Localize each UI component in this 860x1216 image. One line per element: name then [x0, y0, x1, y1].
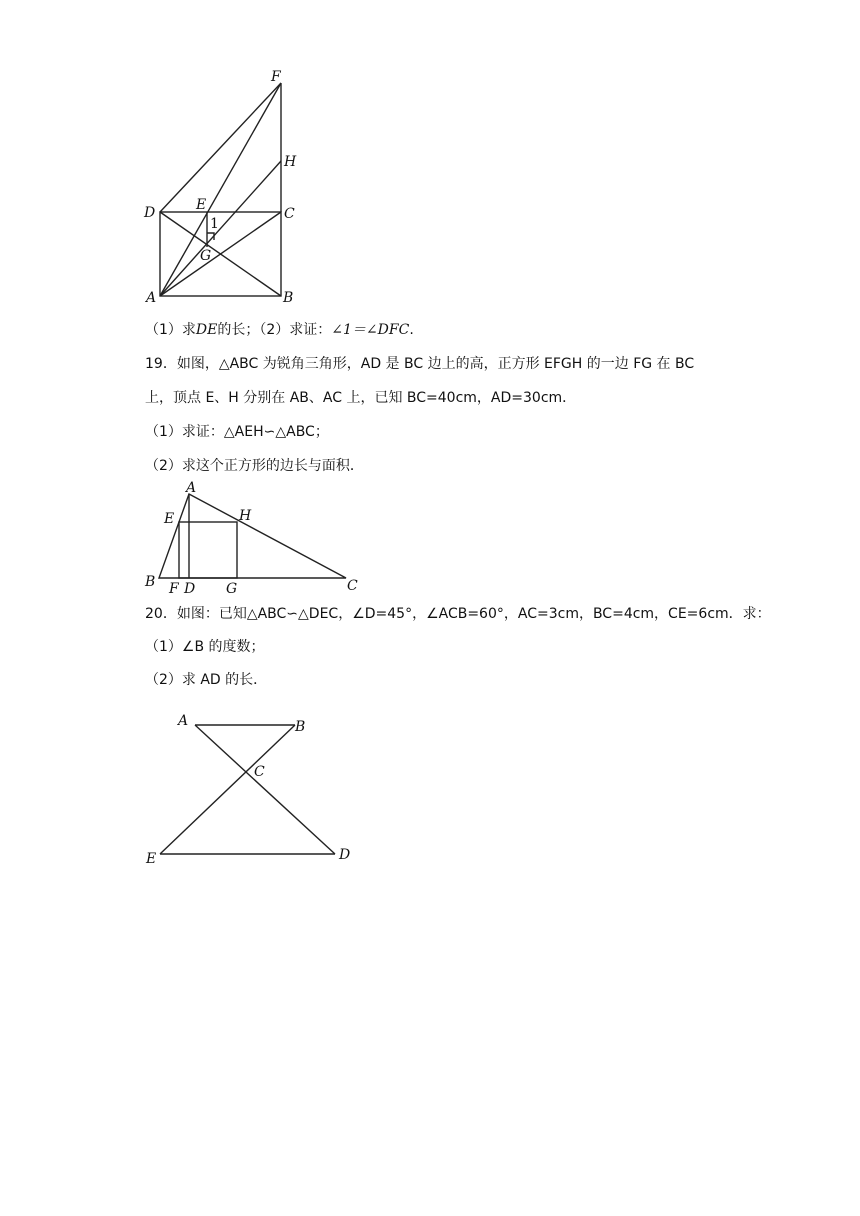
q19-figure [140, 480, 370, 595]
q19-label-h: H [239, 508, 252, 524]
q18-label-e: E [196, 197, 207, 213]
q19-part2: （2）求这个正方形的边长与面积． [145, 458, 364, 474]
q18-text-de: DE [195, 322, 218, 338]
q19-square-efgh [179, 522, 237, 578]
q18-figure [140, 65, 310, 305]
q19-triangle-abc [159, 494, 346, 578]
q20-label-c: C [254, 764, 265, 780]
q18-label-f: F [271, 69, 281, 85]
q19-label-f: F [169, 581, 179, 597]
q18-text-part1: （1）求 [145, 322, 196, 338]
q18-label-d: D [144, 205, 156, 221]
q18-text-end: . [409, 322, 414, 338]
q20-line-ad [195, 725, 335, 854]
q18-label-h: H [284, 154, 297, 170]
q20-figure [140, 705, 370, 870]
q18-text-angle-eq: ∠1＝∠ [331, 322, 378, 338]
q20-label-b: B [295, 719, 306, 735]
q19-line2: 上，顶点 E、H 分别在 AB、AC 上，已知 BC=40cm，AD=30cm． [145, 390, 577, 406]
q18-label-angle-1: 1 [210, 216, 219, 232]
q18-label-b: B [283, 290, 294, 306]
q20-label-e: E [146, 851, 157, 867]
q20-figure-svg [140, 705, 370, 870]
q19-label-e: E [164, 511, 175, 527]
q19-line1: 19．如图，△ABC 为锐角三角形，AD 是 BC 边上的高，正方形 EFGH 的一边 FG 在 BC [145, 356, 695, 372]
q20-line1: 20．如图：已知△ABC∽△DEC，∠D=45°，∠ACB=60°，AC=3cm，BC=4cm，CE=6cm．求： [145, 606, 771, 622]
q18-label-c: C [284, 206, 295, 222]
q20-part1: （1）∠B 的度数； [145, 639, 265, 655]
q18-text-part2: 的长；（2）求证： [217, 322, 332, 338]
q18-label-g: G [200, 248, 212, 264]
q18-label-a: A [146, 290, 157, 306]
q18-line-ah [160, 161, 281, 296]
q19-figure-svg [140, 480, 370, 595]
q19-label-c: C [347, 578, 358, 594]
q19-label-d: D [184, 581, 196, 597]
q18-line-df [160, 83, 281, 212]
q20-label-a: A [178, 713, 189, 729]
q18-figure-svg [140, 65, 310, 305]
q19-label-a: A [186, 480, 197, 496]
q20-line-be [160, 725, 295, 854]
q19-label-g: G [226, 581, 238, 597]
q18-text-dfc: DFC [377, 322, 410, 338]
q20-part2: （2）求 AD 的长． [145, 672, 268, 688]
q19-label-b: B [145, 574, 156, 590]
q18-question-text [145, 320, 414, 340]
q18-line-af [160, 83, 281, 296]
q20-label-d: D [339, 847, 351, 863]
q19-part1: （1）求证：△AEH∽△ABC； [145, 424, 329, 440]
